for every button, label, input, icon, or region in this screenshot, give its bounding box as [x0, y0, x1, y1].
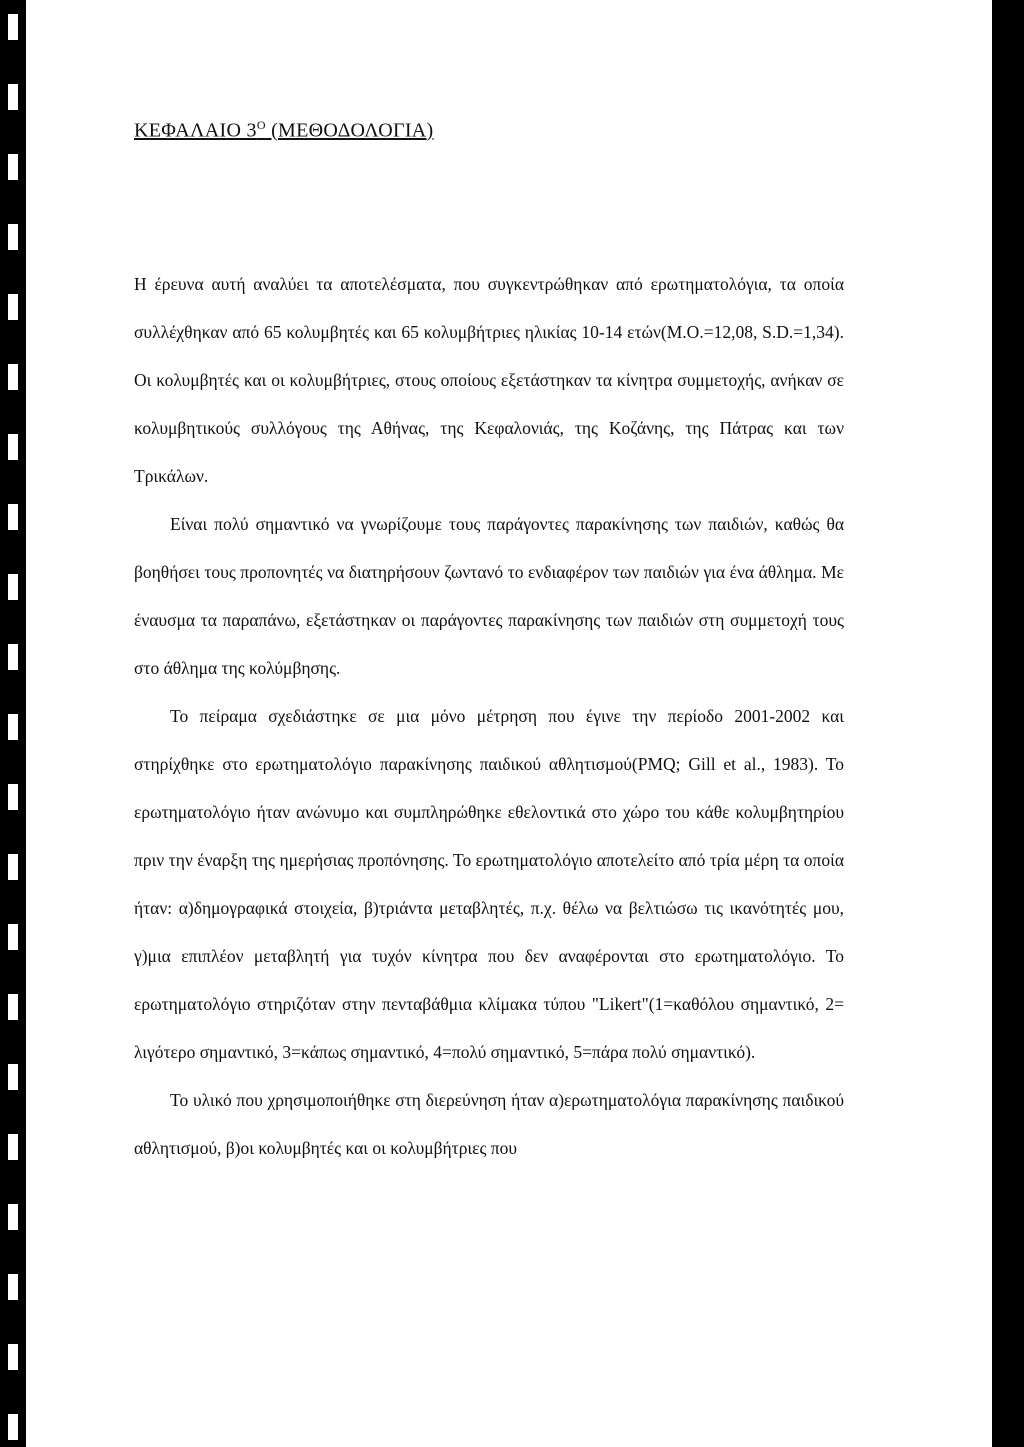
sprocket-hole	[8, 714, 18, 740]
paragraph-motivation-importance: Είναι πολύ σημαντικό να γνωρίζουμε τους παράγοντες παρακίνησης των παιδιών, καθώς θα βοηθήσει τους προπονητές να διατηρήσουν ζωντανό το ενδιαφέρον των παιδιών για ένα άθλημα. Με έναυσμα τα παραπάνω, εξετάστηκαν οι παράγοντες παρακίνησης των παιδιών στη συμμετοχή τους στο άθλημα της κολύμβησης.	[134, 514, 844, 678]
paragraph-experiment-design: Το πείραμα σχεδιάστηκε σε μια μόνο μέτρηση που έγινε την περίοδο 2001-2002 και στηρίχθηκε στο ερωτηματολόγιο παρακίνησης παιδικού αθλητισμού(PMQ; Gill et al., 1983). Το ερωτηματολόγιο ήταν ανώνυμο και συμπληρώθηκε εθελοντικά στο χώρο του κάθε κολυμβητηρίου πριν την έναρξη της ημερήσιας προπόνησης. Το ερωτηματολόγιο αποτελείτο από τρία μέρη τα οποία ήταν: α)δημογραφικά στοιχεία, β)τριάντα μεταβλητές, π.χ. θέλω να βελτιώσω τις ικανότητές μου, γ)μια επιπλέον μεταβλητή για τυχόν κίνητρα που δεν αναφέρονται στο ερωτηματολόγιο. Το ερωτηματολόγιο στηριζόταν στην πενταβάθμια κλίμακα τύπου "Likert"(1=καθόλου σημαντικό, 2= λιγότερο σημαντικό, 3=κάπως σημαντικό, 4=πολύ σημαντικό, 5=πάρα πολύ σημαντικό).	[134, 706, 844, 1062]
sprocket-hole	[8, 1134, 18, 1160]
sprocket-hole	[8, 154, 18, 180]
sprocket-hole	[8, 14, 18, 40]
sprocket-hole	[8, 1344, 18, 1370]
chapter-title-main: ΚΕΦΑΛΑΙΟ 3	[134, 119, 257, 142]
paragraph-materials: Το υλικό που χρησιμοποιήθηκε στη διερεύνηση ήταν α)ερωτηματολόγια παρακίνησης παιδικού αθλητισμού, β)οι κολυμβητές και οι κολυμβήτριες που	[134, 1090, 844, 1158]
sprocket-hole	[8, 924, 18, 950]
sprocket-hole	[8, 1064, 18, 1090]
sprocket-hole	[8, 294, 18, 320]
sprocket-hole	[8, 1204, 18, 1230]
sprocket-hole	[8, 784, 18, 810]
sprocket-hole	[8, 994, 18, 1020]
sprocket-hole	[8, 574, 18, 600]
film-strip-left	[0, 0, 26, 1447]
sprocket-hole	[8, 504, 18, 530]
sprocket-hole	[8, 1274, 18, 1300]
sprocket-hole	[8, 854, 18, 880]
chapter-title-rest: (ΜΕΘΟΔΟΛΟΓΙΑ)	[265, 119, 434, 142]
sprocket-hole	[8, 84, 18, 110]
chapter-title	[134, 118, 433, 143]
chapter-title-superscript: Ο	[256, 118, 266, 132]
sprocket-hole	[8, 224, 18, 250]
sprocket-hole	[8, 1414, 18, 1440]
sprocket-hole	[8, 434, 18, 460]
film-strip-right	[992, 0, 1024, 1447]
sprocket-hole	[8, 644, 18, 670]
sprocket-hole	[8, 364, 18, 390]
body-text	[134, 260, 844, 1172]
paragraph-research-sample: Η έρευνα αυτή αναλύει τα αποτελέσματα, που συγκεντρώθηκαν από ερωτηματολόγια, τα οποία συλλέχθηκαν από 65 κολυμβητές και 65 κολυμβήτριες ηλικίας 10-14 ετών(Μ.Ο.=12,08, S.D.=1,34). Οι κολυμβητές και οι κολυμβήτριες, στους οποίους εξετάστηκαν τα κίνητρα συμμετοχής, ανήκαν σε κολυμβητικούς συλλόγους της Αθήνας, της Κεφαλονιάς, της Κοζάνης, της Πάτρας και των Τρικάλων.	[134, 274, 844, 486]
